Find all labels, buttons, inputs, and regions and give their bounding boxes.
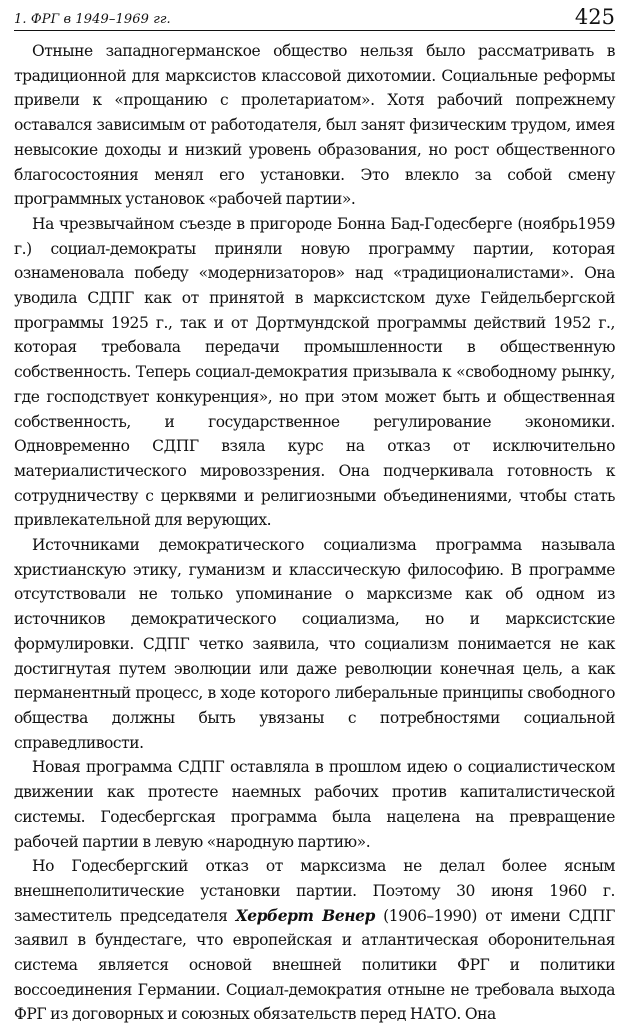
page-header bbox=[14, 0, 615, 31]
running-head: 1. ФРГ в 1949–1969 гг. bbox=[14, 12, 171, 27]
paragraph-text: (1906–1990) от имени СДПГ заявил в бундестаге, что европейская и атлантическая оборонительная система является основой внешней политики ФРГ и политики воссоединения Германии. Социал-демократия отныне не требовала выхода ФРГ из договорных и союзных обязательств перед НАТО. Она bbox=[14, 906, 615, 1024]
paragraph: Отныне западногерманское общество нельзя было рассматривать в традиционной для марксистов классовой дихотомии. Социальные реформы привели к «прощанию с пролетариатом». Хотя рабочий попрежнему оставался зависимым от работодателя, был занят физическим трудом, имея невысокие доходы и низкий уровень образования, но рост общественного благосостояния менял его установки. Это влекло за собой смену программных установок «рабочей партии». bbox=[14, 42, 615, 209]
paragraph-text: Но Годесбергский отказ от марксизма не делал более ясным внешнеполитические установки партии. Поэтому 30 июня 1960 г. заместитель председателя bbox=[14, 857, 615, 925]
page-number: 425 bbox=[574, 5, 615, 29]
paragraph: Новая программа СДПГ оставляла в прошлом идею о социалистическом движении как протесте наемных рабочих против капиталистической системы. Годесбергская программа была нацелена на превращение рабочей партии в левую «народную партию». bbox=[14, 758, 615, 851]
paragraph: На чрезвычайном съезде в пригороде Бонна Бад-Годесберге (ноябрь1959 г.) социал-демократы приняли новую программу партии, которая ознаменовала победу «модернизаторов» над «традиционалистами». Она уводила СДПГ как от принятой в марксистском духе Гейдельбергской программы 1925 г., так и от Дортмундской программы действий 1952 г., которая требовала передачи промышленности в общественную собственность. Теперь социал-демократия призывала к «свободному рынку, где господствует конкуренция», но при этом может быть и общественная собственность, и государственное регулирование экономики. Одновременно СДПГ взяла курс на отказ от исключительно материалистического мировоззрения. Она подчеркивала готовность к сотрудничеству с церквями и религиозными объединениями, чтобы стать привлекательной для верующих. bbox=[14, 214, 615, 530]
paragraph bbox=[14, 854, 615, 1027]
body-text bbox=[14, 39, 615, 1027]
paragraph: Источниками демократического социализма программа называла христианскую этику, гуманизм и классическую философию. В программе отсутствовали не только упоминание о марксизме как об одном из источников демократического социализма, но и марксистские формулировки. СДПГ четко заявила, что социализм понимается не как достигнутая путем эволюции или даже революции конечная цель, а как перманентный процесс, в ходе которого либеральные принципы свободного общества должны быть увязаны с потребностями социальной справедливости. bbox=[14, 536, 615, 752]
person-name: Херберт Венер bbox=[235, 905, 375, 925]
